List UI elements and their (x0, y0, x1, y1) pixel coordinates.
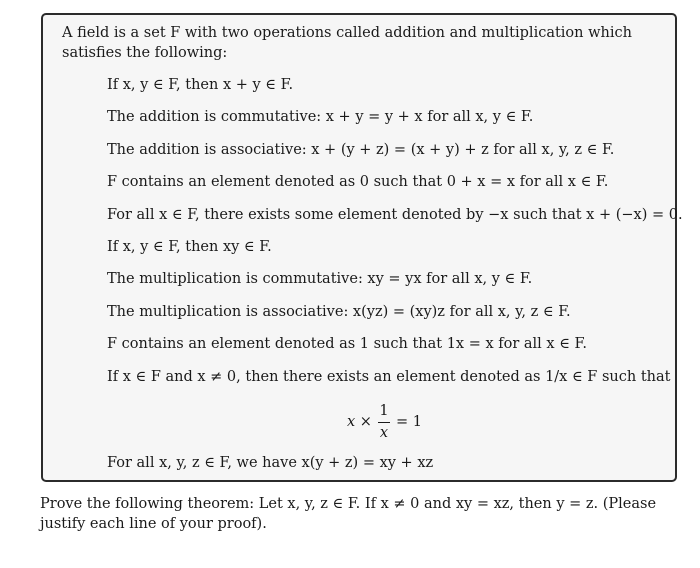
axiom-text: The addition is associative: x + (y + z) = (x + y) + z for all x, y, z ∈ F. (107, 142, 615, 158)
field-axioms-box (41, 13, 683, 482)
axiom-text: The multiplication is commutative: xy = yx for all x, y ∈ F. (107, 271, 533, 287)
inverse-formula (43, 398, 675, 446)
axiom-text: If x ∈ F and x ≠ 0, then there exists an element denoted as 1/x ∈ F such that (107, 369, 671, 385)
fraction-numerator: 1 (379, 402, 389, 419)
prove-instruction: Prove the following theorem: Let x, y, z ∈ F. If x ≠ 0 and xy = xz, then y = z. (Please justify each line of your proof). (40, 496, 657, 532)
fraction-denominator: x (379, 424, 389, 441)
axiom-text: The multiplication is associative: x(yz) = (xy)z for all x, y, z ∈ F. (107, 304, 571, 320)
axiom-text: The addition is commutative: x + y = y + x for all x, y ∈ F. (107, 109, 534, 125)
axiom-text: F contains an element denoted as 1 such that 1x = x for all x ∈ F. (107, 336, 587, 352)
formula-right: = 1 (395, 414, 422, 430)
axiom-text: If x, y ∈ F, then xy ∈ F. (107, 239, 272, 255)
fraction (378, 403, 390, 442)
intro-paragraph: A field is a set F with two operations called addition and multiplication which satisfies the following: (62, 25, 632, 61)
axiom-text: For all x ∈ F, there exists some element denoted by −x such that x + (−x) = 0. (107, 207, 683, 223)
axiom-text: F contains an element denoted as 0 such that 0 + x = x for all x ∈ F. (107, 174, 609, 190)
formula-left: x × (347, 414, 372, 430)
fraction-bar (378, 422, 390, 423)
axiom-text: If x, y ∈ F, then x + y ∈ F. (107, 77, 294, 93)
axiom-text: For all x, y, z ∈ F, we have x(y + z) = xy + xz (107, 455, 434, 471)
